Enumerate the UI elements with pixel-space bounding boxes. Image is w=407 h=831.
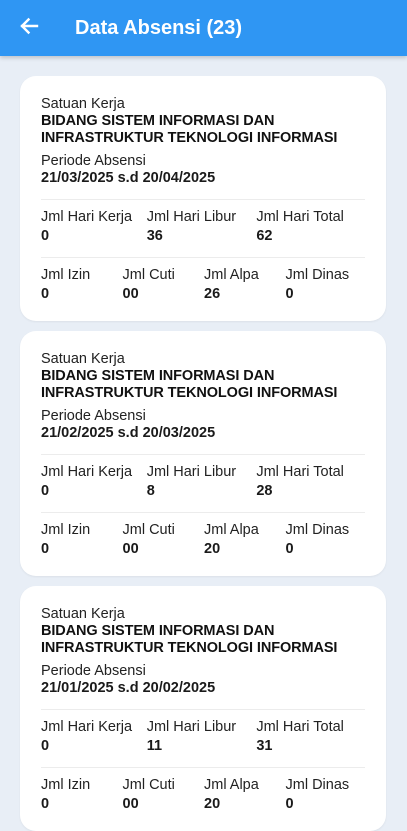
jml-alpa-label: Jml Alpa	[204, 522, 259, 538]
periode-absensi-value: 21/02/2025 s.d 20/03/2025	[41, 425, 216, 441]
jml-cuti-value: 00	[122, 541, 139, 557]
periode-absensi-value: 21/03/2025 s.d 20/04/2025	[41, 170, 216, 186]
jml-hari-total-value: 62	[256, 228, 273, 244]
jml-alpa-value: 20	[204, 796, 221, 812]
jml-hari-libur-label: Jml Hari Libur	[146, 464, 237, 480]
jml-hari-kerja-value: 0	[41, 483, 50, 499]
jml-hari-total-label: Jml Hari Total	[256, 209, 344, 225]
jml-hari-kerja-value: 0	[41, 738, 50, 754]
periode-absensi-label: Periode Absensi	[41, 153, 146, 169]
satuan-kerja-value-line1: BIDANG SISTEM INFORMASI DAN	[41, 623, 275, 639]
attendance-list[interactable]	[0, 56, 407, 812]
jml-cuti-value: 00	[122, 796, 139, 812]
jml-hari-libur-label: Jml Hari Libur	[146, 719, 237, 735]
attendance-card[interactable]	[20, 331, 386, 576]
absence-row	[41, 768, 365, 813]
jml-izin-value: 0	[41, 541, 50, 557]
jml-izin-label: Jml Izin	[41, 777, 91, 793]
jml-izin-label: Jml Izin	[41, 267, 91, 283]
jml-cuti-value: 00	[122, 286, 139, 302]
jml-alpa-value: 26	[204, 286, 221, 302]
satuan-kerja-value-line1: BIDANG SISTEM INFORMASI DAN	[41, 113, 275, 129]
periode-absensi-label: Periode Absensi	[41, 408, 146, 424]
attendance-card[interactable]	[20, 586, 386, 831]
arrow-left-icon	[19, 16, 39, 41]
jml-dinas-label: Jml Dinas	[285, 522, 350, 538]
attendance-card[interactable]	[20, 76, 386, 321]
jml-hari-libur-value: 8	[146, 483, 155, 499]
jml-hari-total-label: Jml Hari Total	[256, 464, 344, 480]
hari-row	[41, 200, 365, 245]
page-title: Data Absensi (23)	[75, 16, 243, 39]
periode-absensi-value: 21/01/2025 s.d 20/02/2025	[41, 680, 216, 696]
satuan-kerja-value-line2: INFRASTRUKTUR TEKNOLOGI INFORMASI	[41, 640, 338, 656]
back-button[interactable]	[0, 0, 58, 56]
jml-alpa-label: Jml Alpa	[204, 267, 259, 283]
jml-hari-total-value: 28	[256, 483, 273, 499]
absence-row	[41, 513, 365, 558]
jml-cuti-label: Jml Cuti	[122, 777, 175, 793]
satuan-kerja-value-line2: INFRASTRUKTUR TEKNOLOGI INFORMASI	[41, 130, 338, 146]
jml-dinas-value: 0	[285, 796, 294, 812]
absence-row	[41, 258, 365, 303]
jml-hari-kerja-label: Jml Hari Kerja	[41, 464, 133, 480]
jml-izin-label: Jml Izin	[41, 522, 91, 538]
jml-alpa-value: 20	[204, 541, 221, 557]
satuan-kerja-label: Satuan Kerja	[41, 96, 125, 112]
jml-hari-kerja-label: Jml Hari Kerja	[41, 209, 133, 225]
periode-absensi-label: Periode Absensi	[41, 663, 146, 679]
satuan-kerja-label: Satuan Kerja	[41, 351, 125, 367]
satuan-kerja-value-line2: INFRASTRUKTUR TEKNOLOGI INFORMASI	[41, 385, 338, 401]
jml-izin-value: 0	[41, 796, 50, 812]
jml-cuti-label: Jml Cuti	[122, 522, 175, 538]
hari-row	[41, 710, 365, 755]
jml-cuti-label: Jml Cuti	[122, 267, 175, 283]
jml-hari-kerja-value: 0	[41, 228, 50, 244]
jml-dinas-value: 0	[285, 286, 294, 302]
jml-hari-total-value: 31	[256, 738, 273, 754]
satuan-kerja-value-line1: BIDANG SISTEM INFORMASI DAN	[41, 368, 275, 384]
jml-alpa-label: Jml Alpa	[204, 777, 259, 793]
jml-izin-value: 0	[41, 286, 50, 302]
hari-row	[41, 455, 365, 500]
jml-hari-libur-value: 36	[146, 228, 163, 244]
jml-dinas-label: Jml Dinas	[285, 267, 350, 283]
jml-hari-total-label: Jml Hari Total	[256, 719, 344, 735]
jml-dinas-value: 0	[285, 541, 294, 557]
app-bar	[0, 0, 407, 56]
jml-hari-libur-label: Jml Hari Libur	[146, 209, 237, 225]
jml-dinas-label: Jml Dinas	[285, 777, 350, 793]
jml-hari-kerja-label: Jml Hari Kerja	[41, 719, 133, 735]
satuan-kerja-label: Satuan Kerja	[41, 606, 125, 622]
jml-hari-libur-value: 11	[146, 738, 163, 754]
